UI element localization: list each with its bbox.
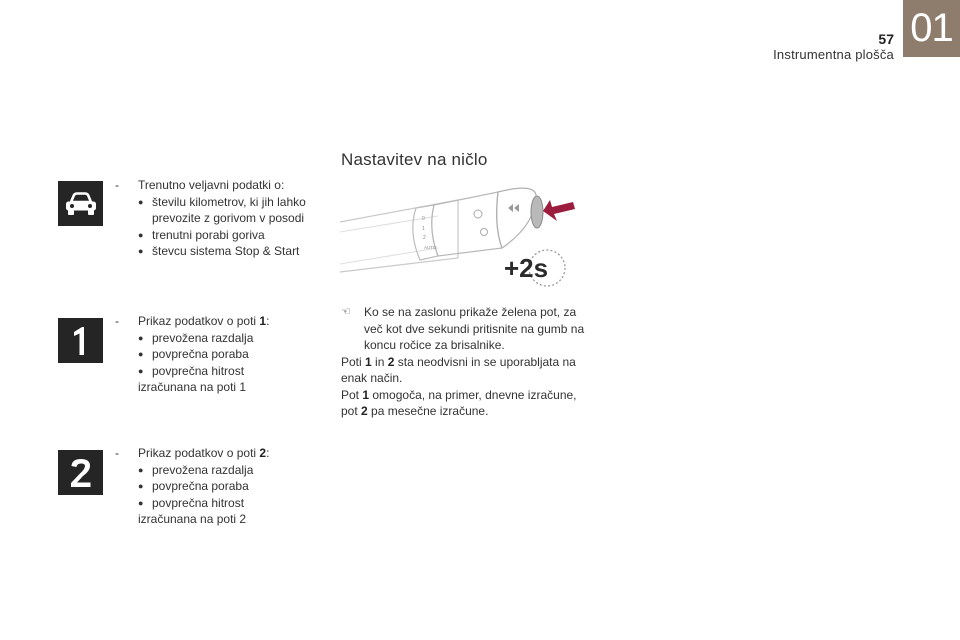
instruction-line: več kot dve sekundi pritisnite na gumb na: [364, 321, 585, 336]
text-run: pot: [341, 404, 362, 418]
trip-number: 2: [387, 354, 395, 369]
stalk-label-auto: AUTO: [424, 245, 437, 250]
trip-1-icon: [58, 318, 103, 363]
list-item: povprečna hitrost: [152, 495, 245, 510]
block-current-data: - Trenutno veljavni podatki o: ● številu kilometrov, ki jih lahko prevozite z gorivom v posodi ● trenutni porabi goriva ● števcu sistema Stop & Start: [115, 177, 325, 260]
list-item: povprečna hitrost: [152, 363, 245, 378]
block-intro: Prikaz podatkov o poti: [138, 314, 260, 328]
trip-number: 2: [259, 446, 267, 460]
trip-2-icon: [58, 450, 103, 495]
block-footer: izračunana na poti 2: [138, 512, 247, 526]
car-icon: [58, 181, 103, 226]
text-run: Pot: [341, 387, 363, 402]
trip-number: 2: [361, 404, 368, 418]
action-arrow-icon: ☜: [341, 306, 351, 318]
timer-label: +2s: [504, 253, 549, 283]
block-footer: izračunana na poti 1: [138, 380, 247, 394]
trip-number: 1: [259, 314, 267, 328]
list-item: prevožena razdalja: [152, 330, 254, 345]
list-item: števcu sistema Stop & Start: [152, 244, 300, 258]
text-run: in: [371, 354, 388, 369]
paragraph-continuation: enak način.: [341, 371, 403, 385]
colon: :: [266, 446, 270, 460]
list-item: povprečna poraba: [152, 347, 249, 361]
trip-number: 1: [362, 387, 370, 402]
page-number: 57: [878, 31, 894, 47]
text-run: sta neodvisni in se uporabljata na: [394, 354, 576, 369]
section-title: Instrumentna plošča: [773, 47, 894, 62]
chapter-number: 01: [910, 6, 953, 50]
reset-instructions: [341, 304, 601, 420]
paragraph-trip-usage-cont: [341, 403, 601, 420]
svg-text:0: 0: [422, 216, 425, 222]
block-intro: Trenutno veljavni podatki o:: [138, 178, 285, 192]
block-intro: Prikaz podatkov o poti: [138, 446, 260, 460]
list-item: številu kilometrov, ki jih lahko: [152, 194, 306, 209]
reset-title: Nastavitev na ničlo: [341, 150, 488, 169]
text-run: pa mesečne izračune.: [367, 404, 489, 418]
svg-text:1: 1: [422, 226, 425, 232]
list-item: trenutni porabi goriva: [152, 227, 265, 242]
list-item: prevožena razdalja: [152, 462, 254, 477]
block-trip-2: - Prikaz podatkov o poti 2: ● prevožena razdalja ● povprečna poraba ● povprečna hitrost izračunana na poti 2: [115, 445, 325, 528]
wiper-stalk-illustration: [338, 180, 578, 295]
chapter-tab: [903, 0, 960, 57]
paragraph-trip-usage: [341, 387, 601, 404]
trip-number: 1: [365, 354, 372, 369]
instruction-line: koncu ročice za brisalnike.: [364, 338, 505, 352]
paragraph-trips-independent: [341, 354, 601, 371]
colon: :: [266, 314, 270, 328]
text-run: omogoča, na primer, dnevne izračune,: [369, 387, 577, 402]
block-trip-1: - Prikaz podatkov o poti 1: ● prevožena razdalja ● povprečna poraba ● povprečna hitrost izračunana na poti 1: [115, 313, 325, 396]
svg-text:2: 2: [423, 235, 426, 241]
instruction-line: Ko se na zaslonu prikaže želena pot, za: [364, 305, 577, 319]
list-item: povprečna poraba: [152, 479, 249, 493]
text-run: Poti: [341, 354, 366, 369]
list-item-continuation: prevozite z gorivom v posodi: [152, 211, 305, 225]
